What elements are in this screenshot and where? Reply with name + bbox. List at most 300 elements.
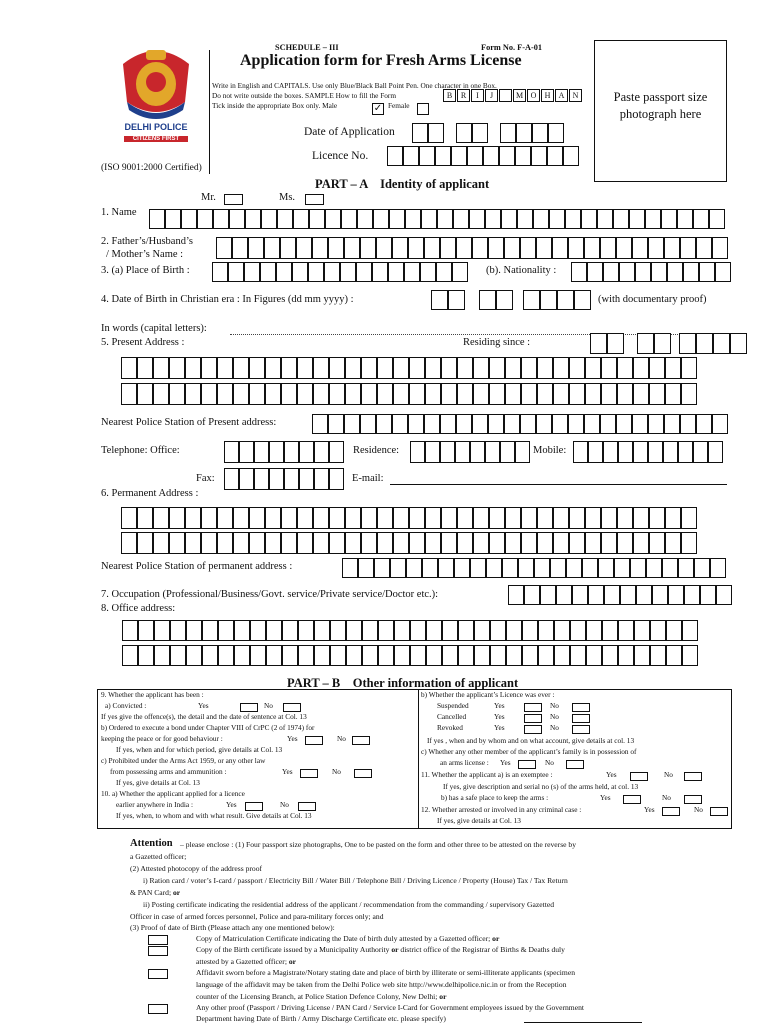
q11b-no-checkbox[interactable] (684, 795, 702, 804)
char-box[interactable] (394, 620, 410, 641)
char-box[interactable] (456, 237, 472, 259)
char-box[interactable] (312, 414, 328, 434)
char-box[interactable] (281, 507, 297, 529)
char-box[interactable] (636, 585, 652, 605)
char-box[interactable] (424, 237, 440, 259)
char-box[interactable] (216, 237, 232, 259)
ms-checkbox[interactable] (305, 194, 324, 205)
char-box[interactable] (425, 532, 441, 554)
char-box[interactable] (340, 262, 356, 282)
office-address-line-1[interactable] (122, 620, 698, 641)
char-box[interactable] (648, 414, 664, 434)
char-box[interactable] (582, 558, 598, 578)
char-box[interactable] (584, 237, 600, 259)
char-box[interactable] (553, 532, 569, 554)
char-box[interactable] (613, 209, 629, 229)
char-box[interactable] (485, 441, 500, 463)
char-box[interactable] (520, 237, 536, 259)
char-box[interactable] (533, 209, 549, 229)
char-box[interactable] (693, 209, 709, 229)
char-box[interactable] (618, 620, 634, 641)
char-box[interactable] (360, 414, 376, 434)
char-box[interactable] (629, 209, 645, 229)
char-box[interactable] (552, 237, 568, 259)
char-box[interactable] (573, 441, 588, 463)
char-box[interactable] (600, 414, 616, 434)
char-box[interactable] (534, 558, 550, 578)
char-box[interactable] (553, 357, 569, 379)
char-box[interactable] (341, 209, 357, 229)
char-box[interactable] (568, 237, 584, 259)
char-box[interactable] (186, 620, 202, 641)
char-box[interactable] (328, 237, 344, 259)
char-box[interactable] (488, 414, 504, 434)
char-box[interactable] (570, 645, 586, 666)
char-box[interactable] (409, 507, 425, 529)
char-box[interactable] (441, 507, 457, 529)
char-box[interactable] (712, 414, 728, 434)
q10c-yes-checkbox[interactable] (518, 760, 536, 769)
char-box[interactable] (389, 209, 405, 229)
char-box[interactable] (455, 441, 470, 463)
char-box[interactable] (153, 383, 169, 405)
char-box[interactable] (266, 645, 282, 666)
char-box[interactable] (470, 441, 485, 463)
char-box[interactable] (169, 532, 185, 554)
char-box[interactable] (452, 262, 468, 282)
char-box[interactable] (424, 414, 440, 434)
char-box[interactable] (228, 262, 244, 282)
char-box[interactable] (330, 620, 346, 641)
char-box[interactable] (201, 532, 217, 554)
char-box[interactable] (587, 262, 603, 282)
char-box[interactable] (137, 383, 153, 405)
char-box[interactable] (652, 585, 668, 605)
char-box[interactable] (456, 414, 472, 434)
char-box[interactable] (665, 383, 681, 405)
char-box[interactable] (233, 383, 249, 405)
char-box[interactable] (169, 357, 185, 379)
char-box[interactable] (501, 209, 517, 229)
name-field[interactable] (149, 209, 725, 229)
char-box[interactable] (264, 237, 280, 259)
char-box[interactable] (153, 507, 169, 529)
char-box[interactable] (602, 645, 618, 666)
char-box[interactable] (409, 357, 425, 379)
email-line[interactable] (390, 484, 727, 485)
char-box[interactable] (681, 507, 697, 529)
char-box[interactable] (393, 357, 409, 379)
char-box[interactable] (314, 468, 329, 490)
char-box[interactable] (153, 532, 169, 554)
char-box[interactable] (632, 237, 648, 259)
char-box[interactable] (588, 441, 603, 463)
char-box[interactable] (521, 507, 537, 529)
char-box[interactable] (508, 585, 524, 605)
char-box[interactable] (604, 585, 620, 605)
char-box[interactable] (500, 441, 515, 463)
occupation-field[interactable] (508, 585, 732, 605)
char-box[interactable] (201, 383, 217, 405)
char-box[interactable] (276, 262, 292, 282)
char-box[interactable] (153, 357, 169, 379)
char-box[interactable] (585, 532, 601, 554)
dob-proof-option-3-checkbox[interactable] (148, 969, 168, 979)
char-box[interactable] (213, 209, 229, 229)
char-box[interactable] (633, 441, 648, 463)
char-box[interactable] (678, 558, 694, 578)
char-box[interactable] (488, 237, 504, 259)
char-box[interactable] (409, 383, 425, 405)
char-box[interactable] (616, 414, 632, 434)
char-box[interactable] (440, 414, 456, 434)
char-box[interactable] (634, 645, 650, 666)
char-box[interactable] (537, 507, 553, 529)
char-box[interactable] (504, 414, 520, 434)
char-box[interactable] (457, 532, 473, 554)
char-box[interactable] (346, 620, 362, 641)
char-box[interactable] (680, 414, 696, 434)
char-box[interactable] (569, 357, 585, 379)
char-box[interactable] (308, 262, 324, 282)
revoked-no-checkbox[interactable] (572, 725, 590, 734)
char-box[interactable] (618, 645, 634, 666)
char-box[interactable] (169, 507, 185, 529)
permanent-address-line-1[interactable] (121, 507, 697, 529)
char-box[interactable] (329, 357, 345, 379)
char-box[interactable] (137, 357, 153, 379)
char-box[interactable] (377, 507, 393, 529)
char-box[interactable] (633, 357, 649, 379)
char-box[interactable] (683, 262, 699, 282)
char-box[interactable] (299, 441, 314, 463)
char-box[interactable] (269, 468, 284, 490)
char-box[interactable] (374, 558, 390, 578)
char-box[interactable] (441, 383, 457, 405)
char-box[interactable] (239, 468, 254, 490)
char-box[interactable] (572, 585, 588, 605)
char-box[interactable] (617, 383, 633, 405)
char-box[interactable] (502, 558, 518, 578)
char-box[interactable] (598, 558, 614, 578)
char-box[interactable] (678, 441, 693, 463)
present-address-line-1[interactable] (121, 357, 697, 379)
char-box[interactable] (601, 532, 617, 554)
char-box[interactable] (614, 558, 630, 578)
father-name-field[interactable] (216, 237, 728, 259)
char-box[interactable] (224, 441, 239, 463)
revoked-yes-checkbox[interactable] (524, 725, 542, 734)
char-box[interactable] (617, 532, 633, 554)
char-box[interactable] (645, 209, 661, 229)
photo-box[interactable] (594, 40, 727, 182)
char-box[interactable] (442, 620, 458, 641)
char-box[interactable] (265, 507, 281, 529)
char-box[interactable] (554, 620, 570, 641)
char-box[interactable] (470, 558, 486, 578)
char-box[interactable] (361, 507, 377, 529)
char-box[interactable] (408, 237, 424, 259)
char-box[interactable] (357, 209, 373, 229)
char-box[interactable] (586, 645, 602, 666)
char-box[interactable] (329, 441, 344, 463)
char-box[interactable] (632, 414, 648, 434)
char-box[interactable] (361, 357, 377, 379)
char-box[interactable] (329, 507, 345, 529)
char-box[interactable] (378, 620, 394, 641)
char-box[interactable] (585, 507, 601, 529)
office-address-line-2[interactable] (122, 645, 698, 666)
char-box[interactable] (345, 383, 361, 405)
char-box[interactable] (620, 585, 636, 605)
char-box[interactable] (361, 383, 377, 405)
char-box[interactable] (538, 645, 554, 666)
q10a-no-checkbox[interactable] (298, 802, 316, 811)
char-box[interactable] (393, 383, 409, 405)
char-box[interactable] (603, 441, 618, 463)
char-box[interactable] (650, 620, 666, 641)
char-box[interactable] (314, 645, 330, 666)
char-box[interactable] (666, 620, 682, 641)
dob-proof-option-1-checkbox[interactable] (148, 935, 168, 945)
char-box[interactable] (441, 357, 457, 379)
char-box[interactable] (329, 468, 344, 490)
char-box[interactable] (394, 645, 410, 666)
char-box[interactable] (694, 558, 710, 578)
char-box[interactable] (425, 441, 440, 463)
char-box[interactable] (489, 357, 505, 379)
q10a-yes-checkbox[interactable] (245, 802, 263, 811)
char-box[interactable] (266, 620, 282, 641)
char-box[interactable] (469, 209, 485, 229)
char-box[interactable] (344, 237, 360, 259)
char-box[interactable] (457, 383, 473, 405)
mr-checkbox[interactable] (224, 194, 243, 205)
char-box[interactable] (185, 383, 201, 405)
char-box[interactable] (457, 507, 473, 529)
char-box[interactable] (121, 357, 137, 379)
char-box[interactable] (149, 209, 165, 229)
char-box[interactable] (616, 237, 632, 259)
char-box[interactable] (345, 357, 361, 379)
char-box[interactable] (282, 645, 298, 666)
char-box[interactable] (633, 532, 649, 554)
char-box[interactable] (506, 645, 522, 666)
char-box[interactable] (261, 209, 277, 229)
char-box[interactable] (505, 532, 521, 554)
char-box[interactable] (254, 441, 269, 463)
char-box[interactable] (550, 558, 566, 578)
char-box[interactable] (229, 209, 245, 229)
char-box[interactable] (377, 532, 393, 554)
char-box[interactable] (490, 645, 506, 666)
char-box[interactable] (540, 585, 556, 605)
char-box[interactable] (602, 620, 618, 641)
char-box[interactable] (234, 645, 250, 666)
char-box[interactable] (362, 645, 378, 666)
char-box[interactable] (346, 645, 362, 666)
char-box[interactable] (536, 237, 552, 259)
char-box[interactable] (440, 237, 456, 259)
char-box[interactable] (217, 507, 233, 529)
char-box[interactable] (121, 532, 137, 554)
char-box[interactable] (342, 558, 358, 578)
char-box[interactable] (506, 620, 522, 641)
char-box[interactable] (408, 414, 424, 434)
char-box[interactable] (282, 620, 298, 641)
char-box[interactable] (181, 209, 197, 229)
char-box[interactable] (314, 441, 329, 463)
suspended-no-checkbox[interactable] (572, 703, 590, 712)
char-box[interactable] (299, 468, 314, 490)
char-box[interactable] (154, 645, 170, 666)
char-box[interactable] (138, 620, 154, 641)
char-box[interactable] (630, 558, 646, 578)
telephone-residence-field[interactable] (410, 441, 530, 463)
char-box[interactable] (358, 558, 374, 578)
char-box[interactable] (313, 507, 329, 529)
char-box[interactable] (378, 645, 394, 666)
char-box[interactable] (700, 585, 716, 605)
char-box[interactable] (585, 357, 601, 379)
char-box[interactable] (185, 357, 201, 379)
q11a-no-checkbox[interactable] (684, 772, 702, 781)
char-box[interactable] (473, 383, 489, 405)
char-box[interactable] (298, 620, 314, 641)
telephone-office-field[interactable] (224, 441, 344, 463)
char-box[interactable] (249, 532, 265, 554)
char-box[interactable] (681, 383, 697, 405)
char-box[interactable] (138, 645, 154, 666)
char-box[interactable] (618, 441, 633, 463)
char-box[interactable] (553, 383, 569, 405)
char-box[interactable] (667, 262, 683, 282)
date-of-application-field[interactable] (412, 123, 564, 143)
char-box[interactable] (708, 441, 723, 463)
char-box[interactable] (474, 645, 490, 666)
char-box[interactable] (597, 209, 613, 229)
char-box[interactable] (254, 468, 269, 490)
char-box[interactable] (217, 532, 233, 554)
char-box[interactable] (297, 357, 313, 379)
char-box[interactable] (521, 357, 537, 379)
char-box[interactable] (585, 383, 601, 405)
char-box[interactable] (682, 620, 698, 641)
char-box[interactable] (457, 357, 473, 379)
char-box[interactable] (634, 620, 650, 641)
char-box[interactable] (421, 209, 437, 229)
char-box[interactable] (663, 441, 678, 463)
char-box[interactable] (250, 620, 266, 641)
char-box[interactable] (473, 357, 489, 379)
dob-proof-option-2-checkbox[interactable] (148, 946, 168, 956)
char-box[interactable] (329, 532, 345, 554)
q11b-yes-checkbox[interactable] (623, 795, 641, 804)
char-box[interactable] (265, 357, 281, 379)
permanent-address-line-2[interactable] (121, 532, 697, 554)
char-box[interactable] (197, 209, 213, 229)
char-box[interactable] (404, 262, 420, 282)
char-box[interactable] (249, 383, 265, 405)
q12-no-checkbox[interactable] (710, 807, 728, 816)
q11a-yes-checkbox[interactable] (630, 772, 648, 781)
char-box[interactable] (712, 237, 728, 259)
char-box[interactable] (677, 209, 693, 229)
char-box[interactable] (314, 620, 330, 641)
char-box[interactable] (681, 532, 697, 554)
char-box[interactable] (297, 507, 313, 529)
char-box[interactable] (601, 383, 617, 405)
char-box[interactable] (566, 558, 582, 578)
fax-field[interactable] (224, 468, 344, 490)
char-box[interactable] (648, 237, 664, 259)
q12-yes-checkbox[interactable] (662, 807, 680, 816)
char-box[interactable] (137, 507, 153, 529)
char-box[interactable] (584, 414, 600, 434)
char-box[interactable] (281, 383, 297, 405)
char-box[interactable] (281, 357, 297, 379)
char-box[interactable] (601, 507, 617, 529)
char-box[interactable] (569, 383, 585, 405)
char-box[interactable] (472, 414, 488, 434)
char-box[interactable] (440, 441, 455, 463)
char-box[interactable] (309, 209, 325, 229)
char-box[interactable] (376, 414, 392, 434)
char-box[interactable] (619, 262, 635, 282)
char-box[interactable] (356, 262, 372, 282)
char-box[interactable] (661, 209, 677, 229)
q9a-yes-checkbox[interactable] (240, 703, 258, 712)
q9a-no-checkbox[interactable] (283, 703, 301, 712)
char-box[interactable] (425, 383, 441, 405)
nearest-ps-permanent-field[interactable] (342, 558, 726, 578)
char-box[interactable] (201, 507, 217, 529)
char-box[interactable] (345, 532, 361, 554)
char-box[interactable] (269, 441, 284, 463)
q9b-no-checkbox[interactable] (352, 736, 370, 745)
char-box[interactable] (617, 507, 633, 529)
char-box[interactable] (293, 209, 309, 229)
char-box[interactable] (489, 532, 505, 554)
char-box[interactable] (284, 441, 299, 463)
char-box[interactable] (361, 532, 377, 554)
char-box[interactable] (521, 383, 537, 405)
char-box[interactable] (635, 262, 651, 282)
char-box[interactable] (360, 237, 376, 259)
char-box[interactable] (649, 532, 665, 554)
char-box[interactable] (485, 209, 501, 229)
char-box[interactable] (232, 237, 248, 259)
char-box[interactable] (296, 237, 312, 259)
char-box[interactable] (284, 468, 299, 490)
char-box[interactable] (651, 262, 667, 282)
char-box[interactable] (553, 507, 569, 529)
char-box[interactable] (522, 620, 538, 641)
char-box[interactable] (518, 558, 534, 578)
char-box[interactable] (426, 620, 442, 641)
char-box[interactable] (185, 507, 201, 529)
char-box[interactable] (217, 357, 233, 379)
char-box[interactable] (664, 414, 680, 434)
char-box[interactable] (680, 237, 696, 259)
char-box[interactable] (234, 620, 250, 641)
char-box[interactable] (362, 620, 378, 641)
char-box[interactable] (239, 441, 254, 463)
char-box[interactable] (473, 507, 489, 529)
char-box[interactable] (248, 237, 264, 259)
char-box[interactable] (224, 468, 239, 490)
char-box[interactable] (277, 209, 293, 229)
